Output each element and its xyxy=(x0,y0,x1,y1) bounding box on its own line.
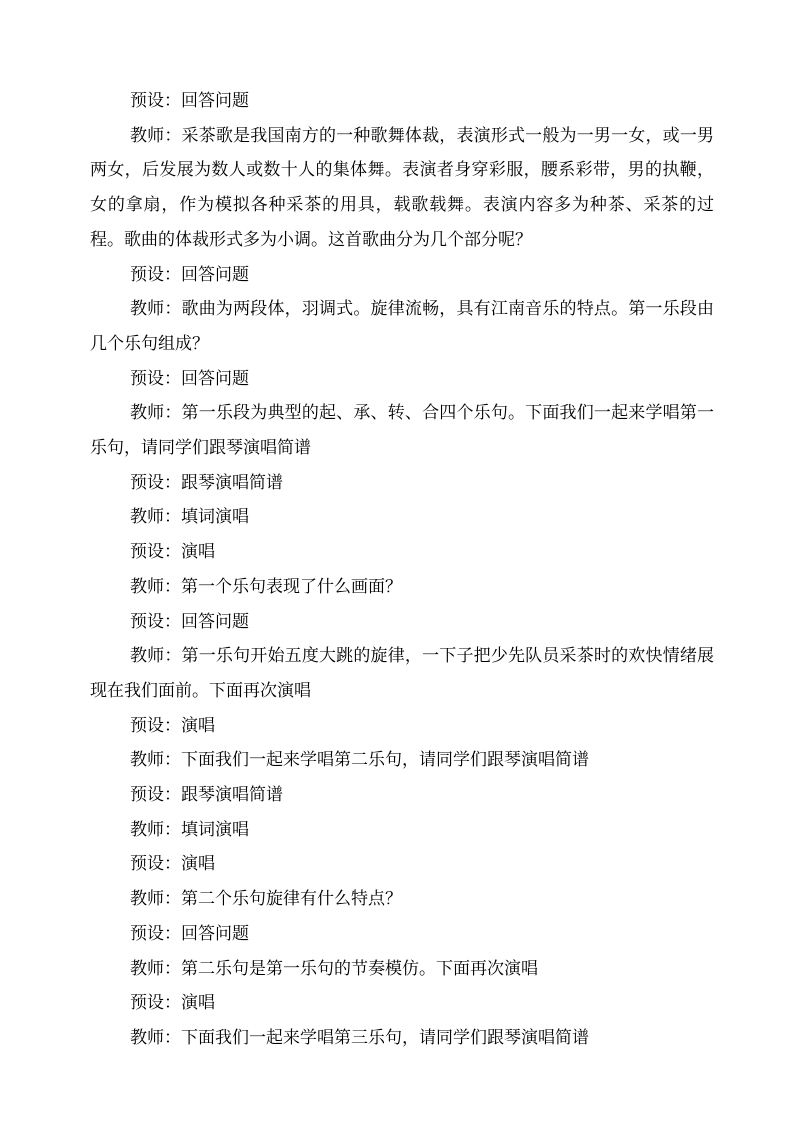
paragraph-preset: 预设：演唱 xyxy=(130,854,215,875)
paragraph-teacher: 教师：下面我们一起来学唱第三乐句，请同学们跟琴演唱简谱 xyxy=(130,1027,589,1048)
paragraph-preset: 预设：回答问题 xyxy=(130,91,249,111)
paragraph-preset: 预设：跟琴演唱简谱 xyxy=(130,785,283,806)
paragraph-teacher: 教师：填词演唱 xyxy=(130,819,249,840)
paragraph-teacher: 教师：第二乐句是第一乐句的节奏模仿。下面再次演唱 xyxy=(130,958,538,979)
paragraph-preset: 预设：回答问题 xyxy=(130,611,249,632)
paragraph-teacher: 教师：歌曲为两段体，羽调式。旋律流畅，具有江南音乐的特点。第一乐段由几个乐句组成？ xyxy=(90,299,714,354)
paragraph-teacher: 教师：采茶歌是我国南方的一种歌舞体裁，表演形式一般为一男一女，或一男两女，后发展为数人或数十人的集体舞。表演者身穿彩服，腰系彩带，男的执鞭，女的拿扇，作为模拟各种采茶的用具，载歌载舞。表演内容多为种茶、采茶的过程。歌曲的体裁形式多为小调。这首歌曲分为几个部分呢？ xyxy=(90,125,714,250)
paragraph-preset: 预设：演唱 xyxy=(130,993,215,1014)
paragraph-preset: 预设：回答问题 xyxy=(130,923,249,944)
paragraph-preset: 预设：演唱 xyxy=(130,542,215,563)
paragraph-teacher: 教师：下面我们一起来学唱第二乐句，请同学们跟琴演唱简谱 xyxy=(130,750,589,771)
paragraph-teacher: 教师：第一个乐句表现了什么画面？ xyxy=(130,576,402,597)
document-body xyxy=(90,84,714,1056)
paragraph-preset: 预设：回答问题 xyxy=(130,368,249,389)
paragraph-preset: 预设：演唱 xyxy=(130,715,215,736)
paragraph-preset: 预设：跟琴演唱简谱 xyxy=(130,472,283,493)
paragraph-teacher: 教师：填词演唱 xyxy=(130,507,249,528)
paragraph-teacher: 教师：第一乐段为典型的起、承、转、合四个乐句。下面我们一起来学唱第一乐句，请同学们跟琴演唱简谱 xyxy=(90,403,714,459)
paragraph-teacher: 教师：第一乐句开始五度大跳的旋律，一下子把少先队员采茶时的欢快情绪展现在我们面前。下面再次演唱 xyxy=(90,646,714,701)
paragraph-teacher: 教师：第二个乐句旋律有什么特点？ xyxy=(130,889,402,910)
paragraph-preset: 预设：回答问题 xyxy=(130,264,249,285)
